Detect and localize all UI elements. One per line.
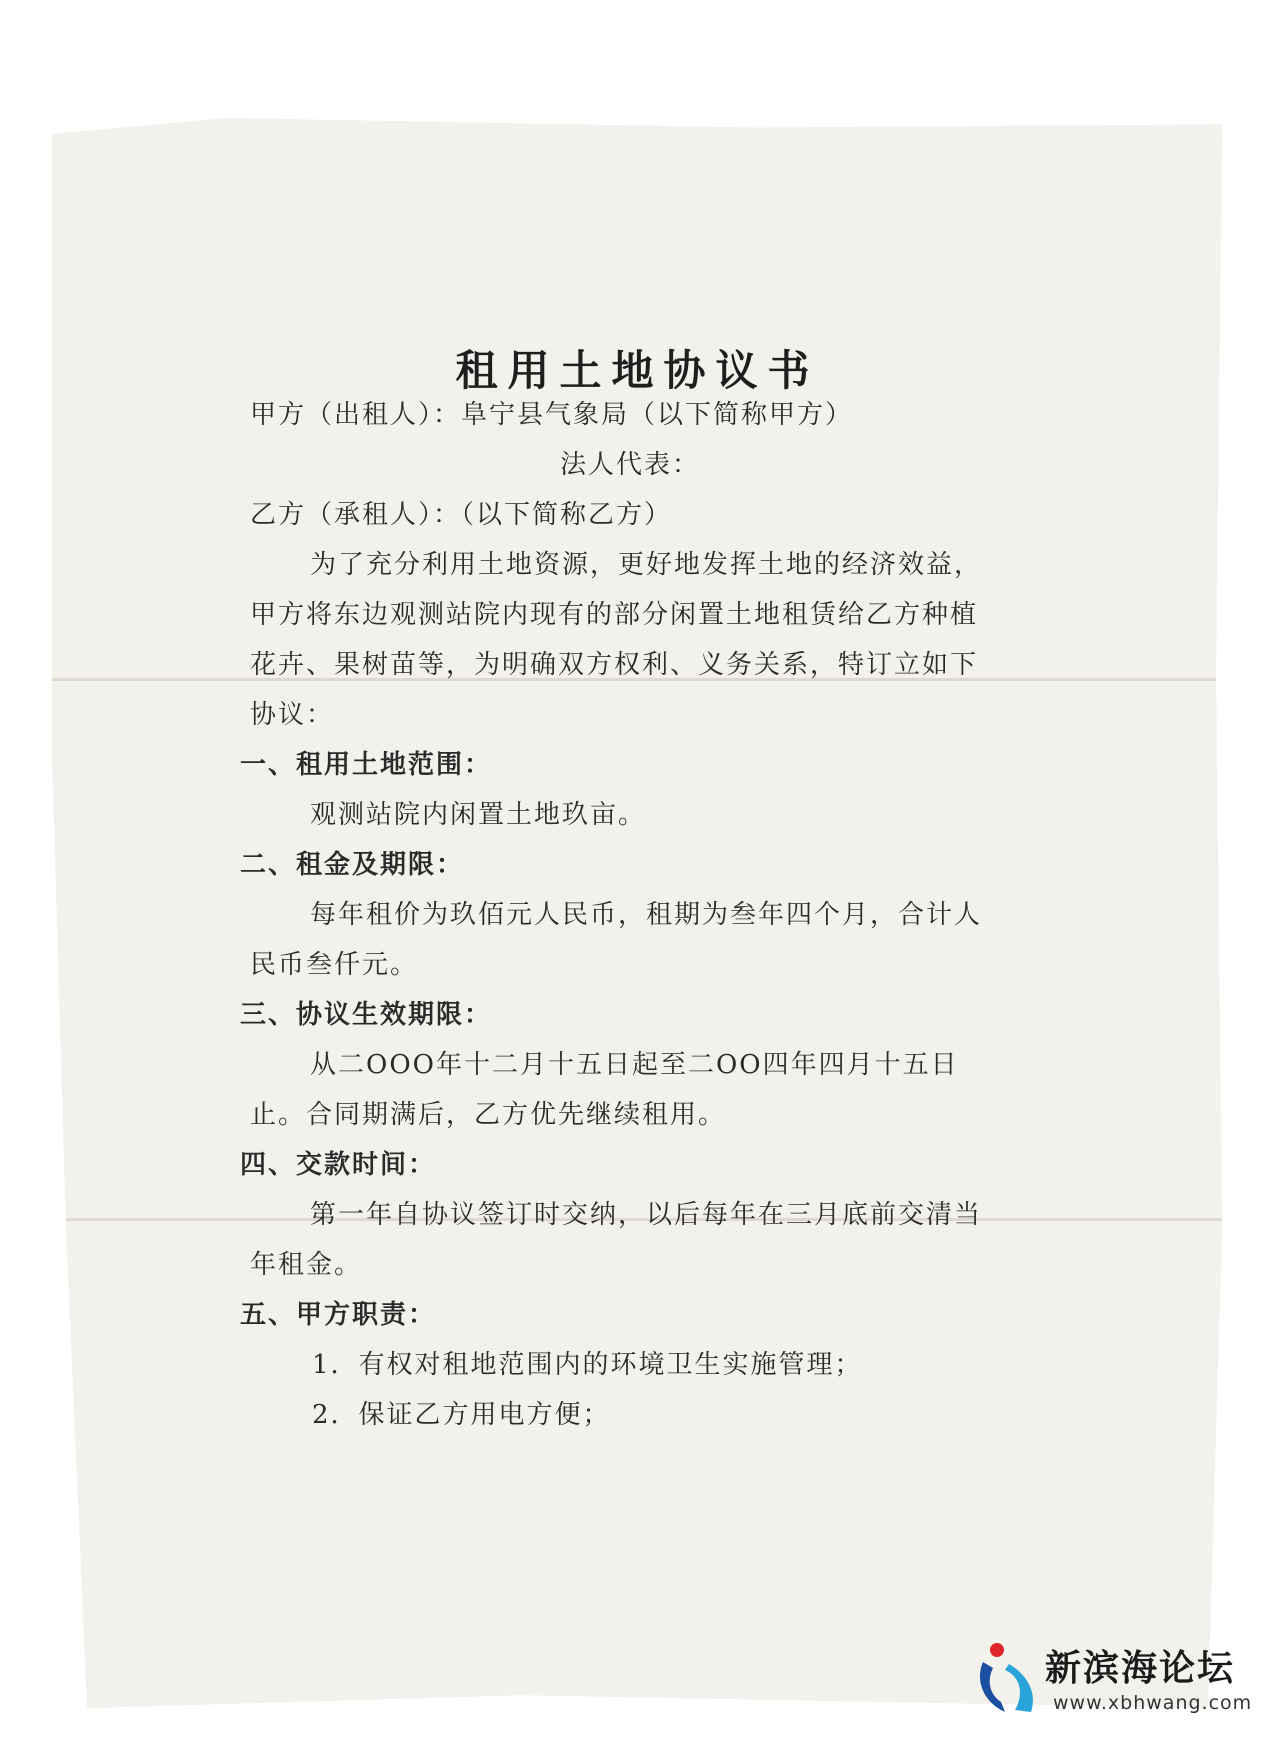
section-heading: 一、租用土地范围： — [240, 750, 493, 780]
intro-line: 甲方将东边观测站院内现有的部分闲置土地租赁给乙方种植 — [250, 600, 979, 630]
section-body-line: 民币叁仟元。 — [250, 950, 419, 980]
section-heading: 五、甲方职责： — [240, 1300, 437, 1330]
forum-name: 新滨海论坛 — [1045, 1648, 1236, 1689]
intro-line: 协议： — [250, 700, 335, 730]
section-body-line: 年租金。 — [250, 1250, 363, 1280]
party-a-line: 甲方（出租人）：阜宁县气象局（以下简称甲方） — [250, 400, 854, 430]
section-heading: 三、协议生效期限： — [240, 1000, 493, 1030]
section-heading: 四、交款时间： — [240, 1150, 437, 1180]
intro-line: 为了充分利用土地资源，更好地发挥土地的经济效益， — [310, 550, 983, 580]
duty-item: 2．保证乙方用电方便； — [312, 1400, 611, 1430]
party-b-line: 乙方（承租人）：（以下简称乙方） — [250, 500, 673, 530]
section-body-line: 观测站院内闲置土地玖亩。 — [310, 800, 647, 830]
section-body-line: 第一年自协议签订时交纳，以后每年在三月底前交清当 — [310, 1200, 983, 1230]
document-body — [240, 330, 1050, 1440]
document-title: 租用土地协议书 — [455, 346, 820, 395]
forum-logo-icon — [975, 1640, 1039, 1720]
section-body-line: 每年租价为玖佰元人民币，租期为叁年四个月，合计人 — [310, 900, 983, 930]
duty-item: 1．有权对租地范围内的环境卫生实施管理； — [312, 1350, 863, 1380]
section-heading: 二、租金及期限： — [240, 850, 465, 880]
intro-line: 花卉、果树苗等，为明确双方权利、义务关系，特订立如下 — [250, 650, 979, 680]
site-watermark — [975, 1640, 1275, 1740]
section-body-line: 止。合同期满后，乙方优先继续租用。 — [250, 1100, 727, 1130]
section-body-line: 从二OOO年十二月十五日起至二OO四年四月十五日 — [310, 1050, 959, 1080]
forum-url: www.xbhwang.com — [1053, 1692, 1253, 1714]
legal-rep-line: 法人代表： — [559, 450, 700, 480]
